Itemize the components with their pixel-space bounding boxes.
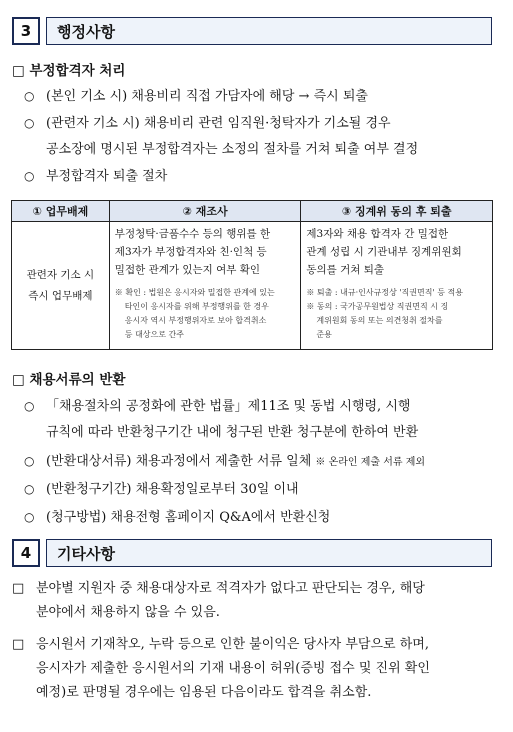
dismissal-cell: 제3자와 채용 합격자 간 밀접한 관계 성립 시 기관내부 징계위원회 동의를 거쳐 퇴출 ※ 퇴출 : 내규·인사규정상 '직권면직' 등 적용 ※ 동의 : 국가공무원법상 직권면직 시 징 계위원회 동의 또는 의견청취 절차를 준용 — [301, 222, 493, 350]
docs-bullet-1: ○ 「채용절차의 공정화에 관한 법률」제11조 및 동법 시행령, 시행 규칙에 따라 반환청구기간 내에 청구된 반환 청구분에 한하여 반환 — [24, 396, 418, 443]
disqualify-bullet-2: ○ (관련자 기소 시) 채용비리 관련 임직원·청탁자가 기소될 경우 공소장에 명시된 부정합격자는 소정의 절차를 거쳐 퇴출 여부 결정 — [24, 113, 418, 160]
table-header-cell: ② 재조사 — [109, 201, 301, 222]
docs-bullet-2: ○ (반환대상서류) 채용과정에서 제출한 서류 일체 ※ 온라인 제출 서류 제외 — [24, 451, 425, 473]
reinvestigation-cell: 부정청탁·금품수수 등의 행위를 한 제3자가 부정합격자와 친·인척 등 밀접한 관계가 있는지 여부 확인 ※ 확인 : 법원은 응시자와 밀접한 관계에 있는 타인이 응시자를 위해 부정행위를 한 경우 응시자 역시 부정행위자로 보아 합격취소 등 대상으로 간주 — [109, 222, 301, 350]
table-header-cell: ③ 징계위 동의 후 퇴출 — [301, 201, 493, 222]
misc-item-2: □ 응시원서 기재착오, 누락 등으로 인한 불이익은 당사자 부담으로 하며, 응시자가 제출한 응시원서의 기재 내용이 허위(증빙 접수 및 진위 확인 예정)로 판명될 경우에는 임용된 다음이라도 합격을 취소함. — [12, 633, 430, 705]
docs-bullet-3: ○ (반환청구기간) 채용확정일로부터 30일 이내 — [24, 479, 299, 500]
work-exclusion-cell: 관련자 기소 시 즉시 업무배제 — [12, 222, 110, 350]
square-bullet-icon: □ — [12, 581, 25, 596]
circle-bullet-icon: ○ — [24, 169, 35, 183]
circle-bullet-icon: ○ — [24, 116, 35, 130]
docs-bullet-4: ○ (청구방법) 채용전형 홈페이지 Q&A에서 반환신청 — [24, 507, 330, 528]
circle-bullet-icon: ○ — [24, 89, 35, 103]
circle-bullet-icon: ○ — [24, 510, 35, 524]
disqualify-procedure-table — [11, 200, 493, 350]
circle-bullet-icon: ○ — [24, 454, 35, 468]
disqualify-bullet-3: ○ 부정합격자 퇴출 절차 — [24, 166, 167, 187]
docs-heading-text: 채용서류의 반환 — [29, 372, 126, 388]
disqualify-bullet-1: ○ (본인 기소 시) 채용비리 직접 가담자에 해당 → 즉시 퇴출 — [24, 86, 368, 107]
section-4-number: 4 — [12, 539, 40, 567]
docs-heading — [12, 368, 125, 388]
section-4-title: 기타사항 — [46, 539, 492, 567]
misc-item-1: □ 분야별 지원자 중 채용대상자로 적격자가 없다고 판단되는 경우, 해당 분야에서 채용하지 않을 수 있음. — [12, 577, 425, 625]
square-bullet-icon: □ — [12, 372, 25, 388]
square-bullet-icon: □ — [12, 63, 25, 79]
section-3-header — [12, 17, 492, 45]
table-header-row — [12, 201, 493, 222]
table-header-cell: ① 업무배제 — [12, 201, 110, 222]
circle-bullet-icon: ○ — [24, 399, 35, 413]
table-row — [12, 222, 493, 350]
section-3-title: 행정사항 — [46, 17, 492, 45]
circle-bullet-icon: ○ — [24, 482, 35, 496]
section-4-header — [12, 539, 492, 567]
docs-bullet-2-note: ※ 온라인 제출 서류 제외 — [315, 457, 426, 468]
square-bullet-icon: □ — [12, 637, 25, 652]
section-3-number: 3 — [12, 17, 40, 45]
disqualify-heading-text: 부정합격자 처리 — [29, 63, 126, 79]
reinvestigation-note: ※ 확인 : 법원은 응시자와 밀접한 관계에 있는 타인이 응시자를 위해 부정행위를 한 경우 응시자 역시 부정행위자로 보아 합격취소 등 대상으로 간주 — [114, 288, 275, 339]
disqualify-heading — [12, 59, 125, 79]
dismissal-note: ※ 퇴출 : 내규·인사규정상 '직권면직' 등 적용 ※ 동의 : 국가공무원법상 직권면직 시 징 계위원회 동의 또는 의견청취 절차를 준용 — [306, 288, 463, 339]
